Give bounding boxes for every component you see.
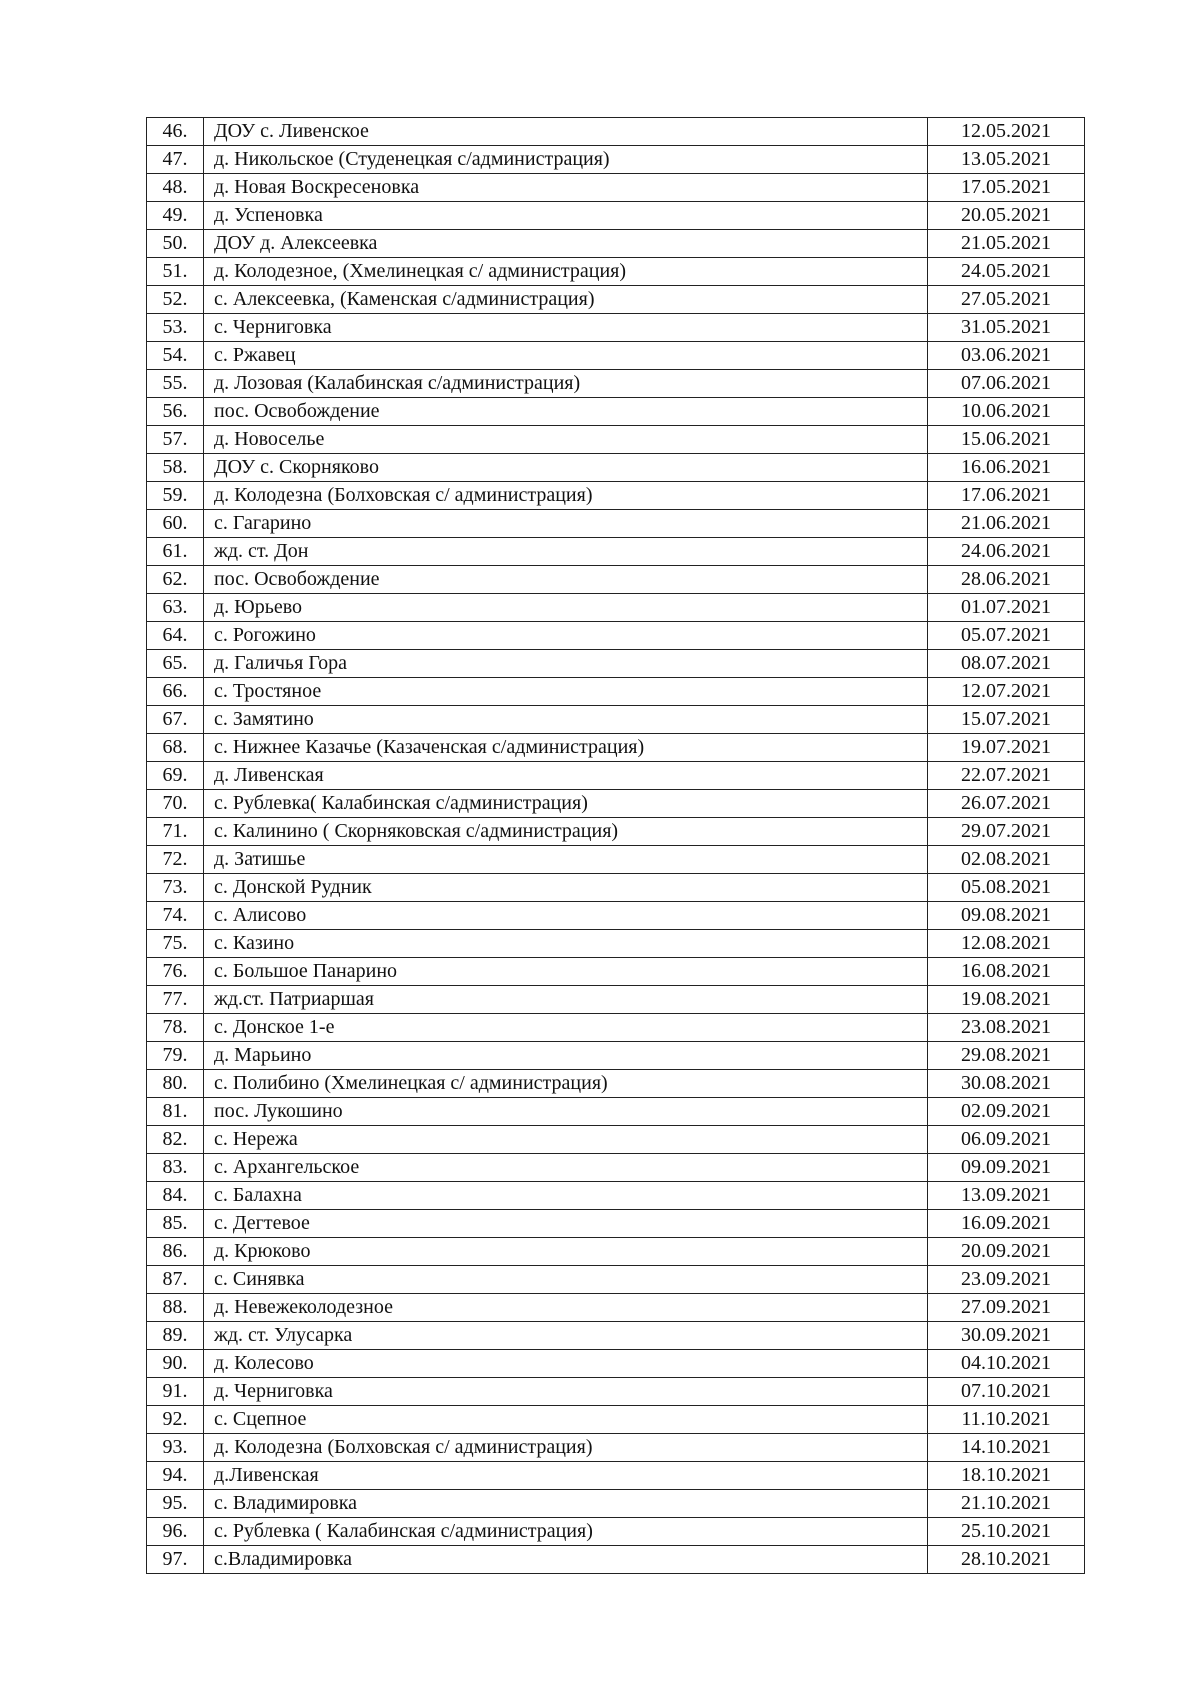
row-number: 53. [147, 314, 204, 342]
settlement-name: с. Рублевка( Калабинская с/администрация) [204, 790, 928, 818]
table-row [147, 1126, 1085, 1154]
settlement-name: с. Ржавец [204, 342, 928, 370]
settlement-name: д. Новоселье [204, 426, 928, 454]
table-row [147, 398, 1085, 426]
settlement-name: ДОУ с. Скорняково [204, 454, 928, 482]
settlement-name: д.Ливенская [204, 1462, 928, 1490]
visit-date: 08.07.2021 [928, 650, 1085, 678]
row-number: 66. [147, 678, 204, 706]
visit-date: 13.09.2021 [928, 1182, 1085, 1210]
visit-date: 21.05.2021 [928, 230, 1085, 258]
row-number: 68. [147, 734, 204, 762]
settlement-name: жд. ст. Дон [204, 538, 928, 566]
row-number: 56. [147, 398, 204, 426]
settlement-name: с. Тростяное [204, 678, 928, 706]
table-row [147, 146, 1085, 174]
settlement-name: д. Новая Воскресеновка [204, 174, 928, 202]
visit-date: 18.10.2021 [928, 1462, 1085, 1490]
table-row [147, 286, 1085, 314]
table-row [147, 426, 1085, 454]
table-row [147, 622, 1085, 650]
row-number: 67. [147, 706, 204, 734]
table-row [147, 1490, 1085, 1518]
visit-date: 28.10.2021 [928, 1546, 1085, 1574]
visit-date: 07.06.2021 [928, 370, 1085, 398]
row-number: 90. [147, 1350, 204, 1378]
visit-date: 03.06.2021 [928, 342, 1085, 370]
visit-date: 27.05.2021 [928, 286, 1085, 314]
visit-date: 05.07.2021 [928, 622, 1085, 650]
settlement-name: д. Крюково [204, 1238, 928, 1266]
visit-date: 01.07.2021 [928, 594, 1085, 622]
row-number: 82. [147, 1126, 204, 1154]
table-row [147, 230, 1085, 258]
settlement-name: д. Галичья Гора [204, 650, 928, 678]
visit-date: 28.06.2021 [928, 566, 1085, 594]
table-row [147, 818, 1085, 846]
settlement-name: д. Марьино [204, 1042, 928, 1070]
table-row [147, 202, 1085, 230]
table-row [147, 986, 1085, 1014]
settlement-name: с. Большое Панарино [204, 958, 928, 986]
table-row [147, 1546, 1085, 1574]
table-row [147, 874, 1085, 902]
table-row [147, 118, 1085, 146]
visit-date: 16.06.2021 [928, 454, 1085, 482]
visit-date: 09.09.2021 [928, 1154, 1085, 1182]
settlement-name: д. Успеновка [204, 202, 928, 230]
settlement-name: пос. Освобождение [204, 398, 928, 426]
schedule-table [146, 117, 1085, 1574]
visit-date: 06.09.2021 [928, 1126, 1085, 1154]
table-row [147, 1350, 1085, 1378]
row-number: 79. [147, 1042, 204, 1070]
table-row [147, 1238, 1085, 1266]
settlement-name: с. Владимировка [204, 1490, 928, 1518]
settlement-name: с. Архангельское [204, 1154, 928, 1182]
visit-date: 21.06.2021 [928, 510, 1085, 538]
settlement-name: д. Черниговка [204, 1378, 928, 1406]
table-row [147, 1462, 1085, 1490]
visit-date: 10.06.2021 [928, 398, 1085, 426]
settlement-name: с. Донское 1-е [204, 1014, 928, 1042]
row-number: 47. [147, 146, 204, 174]
visit-date: 17.05.2021 [928, 174, 1085, 202]
settlement-name: д. Лозовая (Калабинская с/администрация) [204, 370, 928, 398]
row-number: 85. [147, 1210, 204, 1238]
settlement-name: пос. Лукошино [204, 1098, 928, 1126]
row-number: 93. [147, 1434, 204, 1462]
settlement-name: с. Калинино ( Скорняковская с/администрация) [204, 818, 928, 846]
row-number: 49. [147, 202, 204, 230]
settlement-name: с. Казино [204, 930, 928, 958]
settlement-name: с. Полибино (Хмелинецкая с/ администрация) [204, 1070, 928, 1098]
row-number: 83. [147, 1154, 204, 1182]
settlement-name: д. Никольское (Студенецкая с/администрация) [204, 146, 928, 174]
row-number: 89. [147, 1322, 204, 1350]
table-row [147, 1014, 1085, 1042]
table-row [147, 762, 1085, 790]
visit-date: 16.08.2021 [928, 958, 1085, 986]
visit-date: 15.06.2021 [928, 426, 1085, 454]
settlement-name: ДОУ с. Ливенское [204, 118, 928, 146]
visit-date: 27.09.2021 [928, 1294, 1085, 1322]
settlement-name: д. Колодезна (Болховская с/ администрация) [204, 1434, 928, 1462]
table-row [147, 1434, 1085, 1462]
settlement-name: с. Нережа [204, 1126, 928, 1154]
table-row [147, 510, 1085, 538]
table-row [147, 734, 1085, 762]
visit-date: 05.08.2021 [928, 874, 1085, 902]
row-number: 72. [147, 846, 204, 874]
visit-date: 12.08.2021 [928, 930, 1085, 958]
visit-date: 19.08.2021 [928, 986, 1085, 1014]
table-row [147, 538, 1085, 566]
row-number: 59. [147, 482, 204, 510]
row-number: 60. [147, 510, 204, 538]
table-row [147, 1182, 1085, 1210]
visit-date: 04.10.2021 [928, 1350, 1085, 1378]
row-number: 75. [147, 930, 204, 958]
settlement-name: с. Алисово [204, 902, 928, 930]
table-row [147, 370, 1085, 398]
row-number: 48. [147, 174, 204, 202]
row-number: 80. [147, 1070, 204, 1098]
visit-date: 30.09.2021 [928, 1322, 1085, 1350]
table-row [147, 1098, 1085, 1126]
visit-date: 16.09.2021 [928, 1210, 1085, 1238]
settlement-name: с. Рублевка ( Калабинская с/администрация) [204, 1518, 928, 1546]
settlement-name: с. Замятино [204, 706, 928, 734]
table-row [147, 594, 1085, 622]
table-row [147, 1210, 1085, 1238]
row-number: 57. [147, 426, 204, 454]
table-row [147, 1266, 1085, 1294]
row-number: 71. [147, 818, 204, 846]
table-row [147, 1294, 1085, 1322]
settlement-name: с. Нижнее Казачье (Казаченская с/администрация) [204, 734, 928, 762]
visit-date: 23.08.2021 [928, 1014, 1085, 1042]
row-number: 58. [147, 454, 204, 482]
settlement-name: с. Алексеевка, (Каменская с/администрация) [204, 286, 928, 314]
visit-date: 07.10.2021 [928, 1378, 1085, 1406]
settlement-name: д. Ливенская [204, 762, 928, 790]
row-number: 76. [147, 958, 204, 986]
row-number: 81. [147, 1098, 204, 1126]
row-number: 78. [147, 1014, 204, 1042]
visit-date: 24.06.2021 [928, 538, 1085, 566]
table-row [147, 650, 1085, 678]
settlement-name: с. Сцепное [204, 1406, 928, 1434]
settlement-name: пос. Освобождение [204, 566, 928, 594]
visit-date: 21.10.2021 [928, 1490, 1085, 1518]
settlement-name: д. Невежеколодезное [204, 1294, 928, 1322]
table-row [147, 958, 1085, 986]
row-number: 52. [147, 286, 204, 314]
row-number: 62. [147, 566, 204, 594]
table-row [147, 930, 1085, 958]
row-number: 64. [147, 622, 204, 650]
table-row [147, 846, 1085, 874]
settlement-name: с. Черниговка [204, 314, 928, 342]
row-number: 87. [147, 1266, 204, 1294]
visit-date: 02.09.2021 [928, 1098, 1085, 1126]
row-number: 74. [147, 902, 204, 930]
row-number: 91. [147, 1378, 204, 1406]
settlement-name: с. Балахна [204, 1182, 928, 1210]
settlement-name: д. Колесово [204, 1350, 928, 1378]
row-number: 97. [147, 1546, 204, 1574]
row-number: 63. [147, 594, 204, 622]
settlement-name: с. Дегтевое [204, 1210, 928, 1238]
table-row [147, 1154, 1085, 1182]
visit-date: 12.07.2021 [928, 678, 1085, 706]
table-row [147, 454, 1085, 482]
settlement-name: с. Рогожино [204, 622, 928, 650]
settlement-name: с. Донской Рудник [204, 874, 928, 902]
settlement-name: д. Колодезна (Болховская с/ администрация) [204, 482, 928, 510]
settlement-name: д. Затишье [204, 846, 928, 874]
table-row [147, 678, 1085, 706]
schedule-table-body [147, 118, 1085, 1574]
row-number: 96. [147, 1518, 204, 1546]
row-number: 69. [147, 762, 204, 790]
visit-date: 26.07.2021 [928, 790, 1085, 818]
table-row [147, 1042, 1085, 1070]
table-row [147, 1070, 1085, 1098]
visit-date: 14.10.2021 [928, 1434, 1085, 1462]
visit-date: 13.05.2021 [928, 146, 1085, 174]
table-row [147, 342, 1085, 370]
table-row [147, 314, 1085, 342]
row-number: 73. [147, 874, 204, 902]
row-number: 51. [147, 258, 204, 286]
visit-date: 09.08.2021 [928, 902, 1085, 930]
settlement-name: с. Синявка [204, 1266, 928, 1294]
visit-date: 17.06.2021 [928, 482, 1085, 510]
row-number: 88. [147, 1294, 204, 1322]
row-number: 54. [147, 342, 204, 370]
row-number: 94. [147, 1462, 204, 1490]
row-number: 86. [147, 1238, 204, 1266]
settlement-name: с.Владимировка [204, 1546, 928, 1574]
visit-date: 31.05.2021 [928, 314, 1085, 342]
settlement-name: с. Гагарино [204, 510, 928, 538]
visit-date: 29.07.2021 [928, 818, 1085, 846]
table-row [147, 174, 1085, 202]
row-number: 61. [147, 538, 204, 566]
table-row [147, 482, 1085, 510]
table-row [147, 566, 1085, 594]
visit-date: 19.07.2021 [928, 734, 1085, 762]
table-row [147, 1378, 1085, 1406]
table-row [147, 1518, 1085, 1546]
row-number: 77. [147, 986, 204, 1014]
visit-date: 30.08.2021 [928, 1070, 1085, 1098]
settlement-name: жд.ст. Патриаршая [204, 986, 928, 1014]
table-row [147, 790, 1085, 818]
table-row [147, 258, 1085, 286]
table-row [147, 1322, 1085, 1350]
row-number: 55. [147, 370, 204, 398]
visit-date: 20.05.2021 [928, 202, 1085, 230]
row-number: 46. [147, 118, 204, 146]
visit-date: 29.08.2021 [928, 1042, 1085, 1070]
row-number: 70. [147, 790, 204, 818]
visit-date: 20.09.2021 [928, 1238, 1085, 1266]
visit-date: 24.05.2021 [928, 258, 1085, 286]
row-number: 95. [147, 1490, 204, 1518]
settlement-name: жд. ст. Улусарка [204, 1322, 928, 1350]
table-row [147, 706, 1085, 734]
table-row [147, 1406, 1085, 1434]
visit-date: 22.07.2021 [928, 762, 1085, 790]
visit-date: 11.10.2021 [928, 1406, 1085, 1434]
visit-date: 23.09.2021 [928, 1266, 1085, 1294]
settlement-name: ДОУ д. Алексеевка [204, 230, 928, 258]
row-number: 92. [147, 1406, 204, 1434]
visit-date: 02.08.2021 [928, 846, 1085, 874]
visit-date: 12.05.2021 [928, 118, 1085, 146]
row-number: 84. [147, 1182, 204, 1210]
visit-date: 25.10.2021 [928, 1518, 1085, 1546]
table-row [147, 902, 1085, 930]
row-number: 65. [147, 650, 204, 678]
settlement-name: д. Колодезное, (Хмелинецкая с/ администрация) [204, 258, 928, 286]
row-number: 50. [147, 230, 204, 258]
visit-date: 15.07.2021 [928, 706, 1085, 734]
settlement-name: д. Юрьево [204, 594, 928, 622]
